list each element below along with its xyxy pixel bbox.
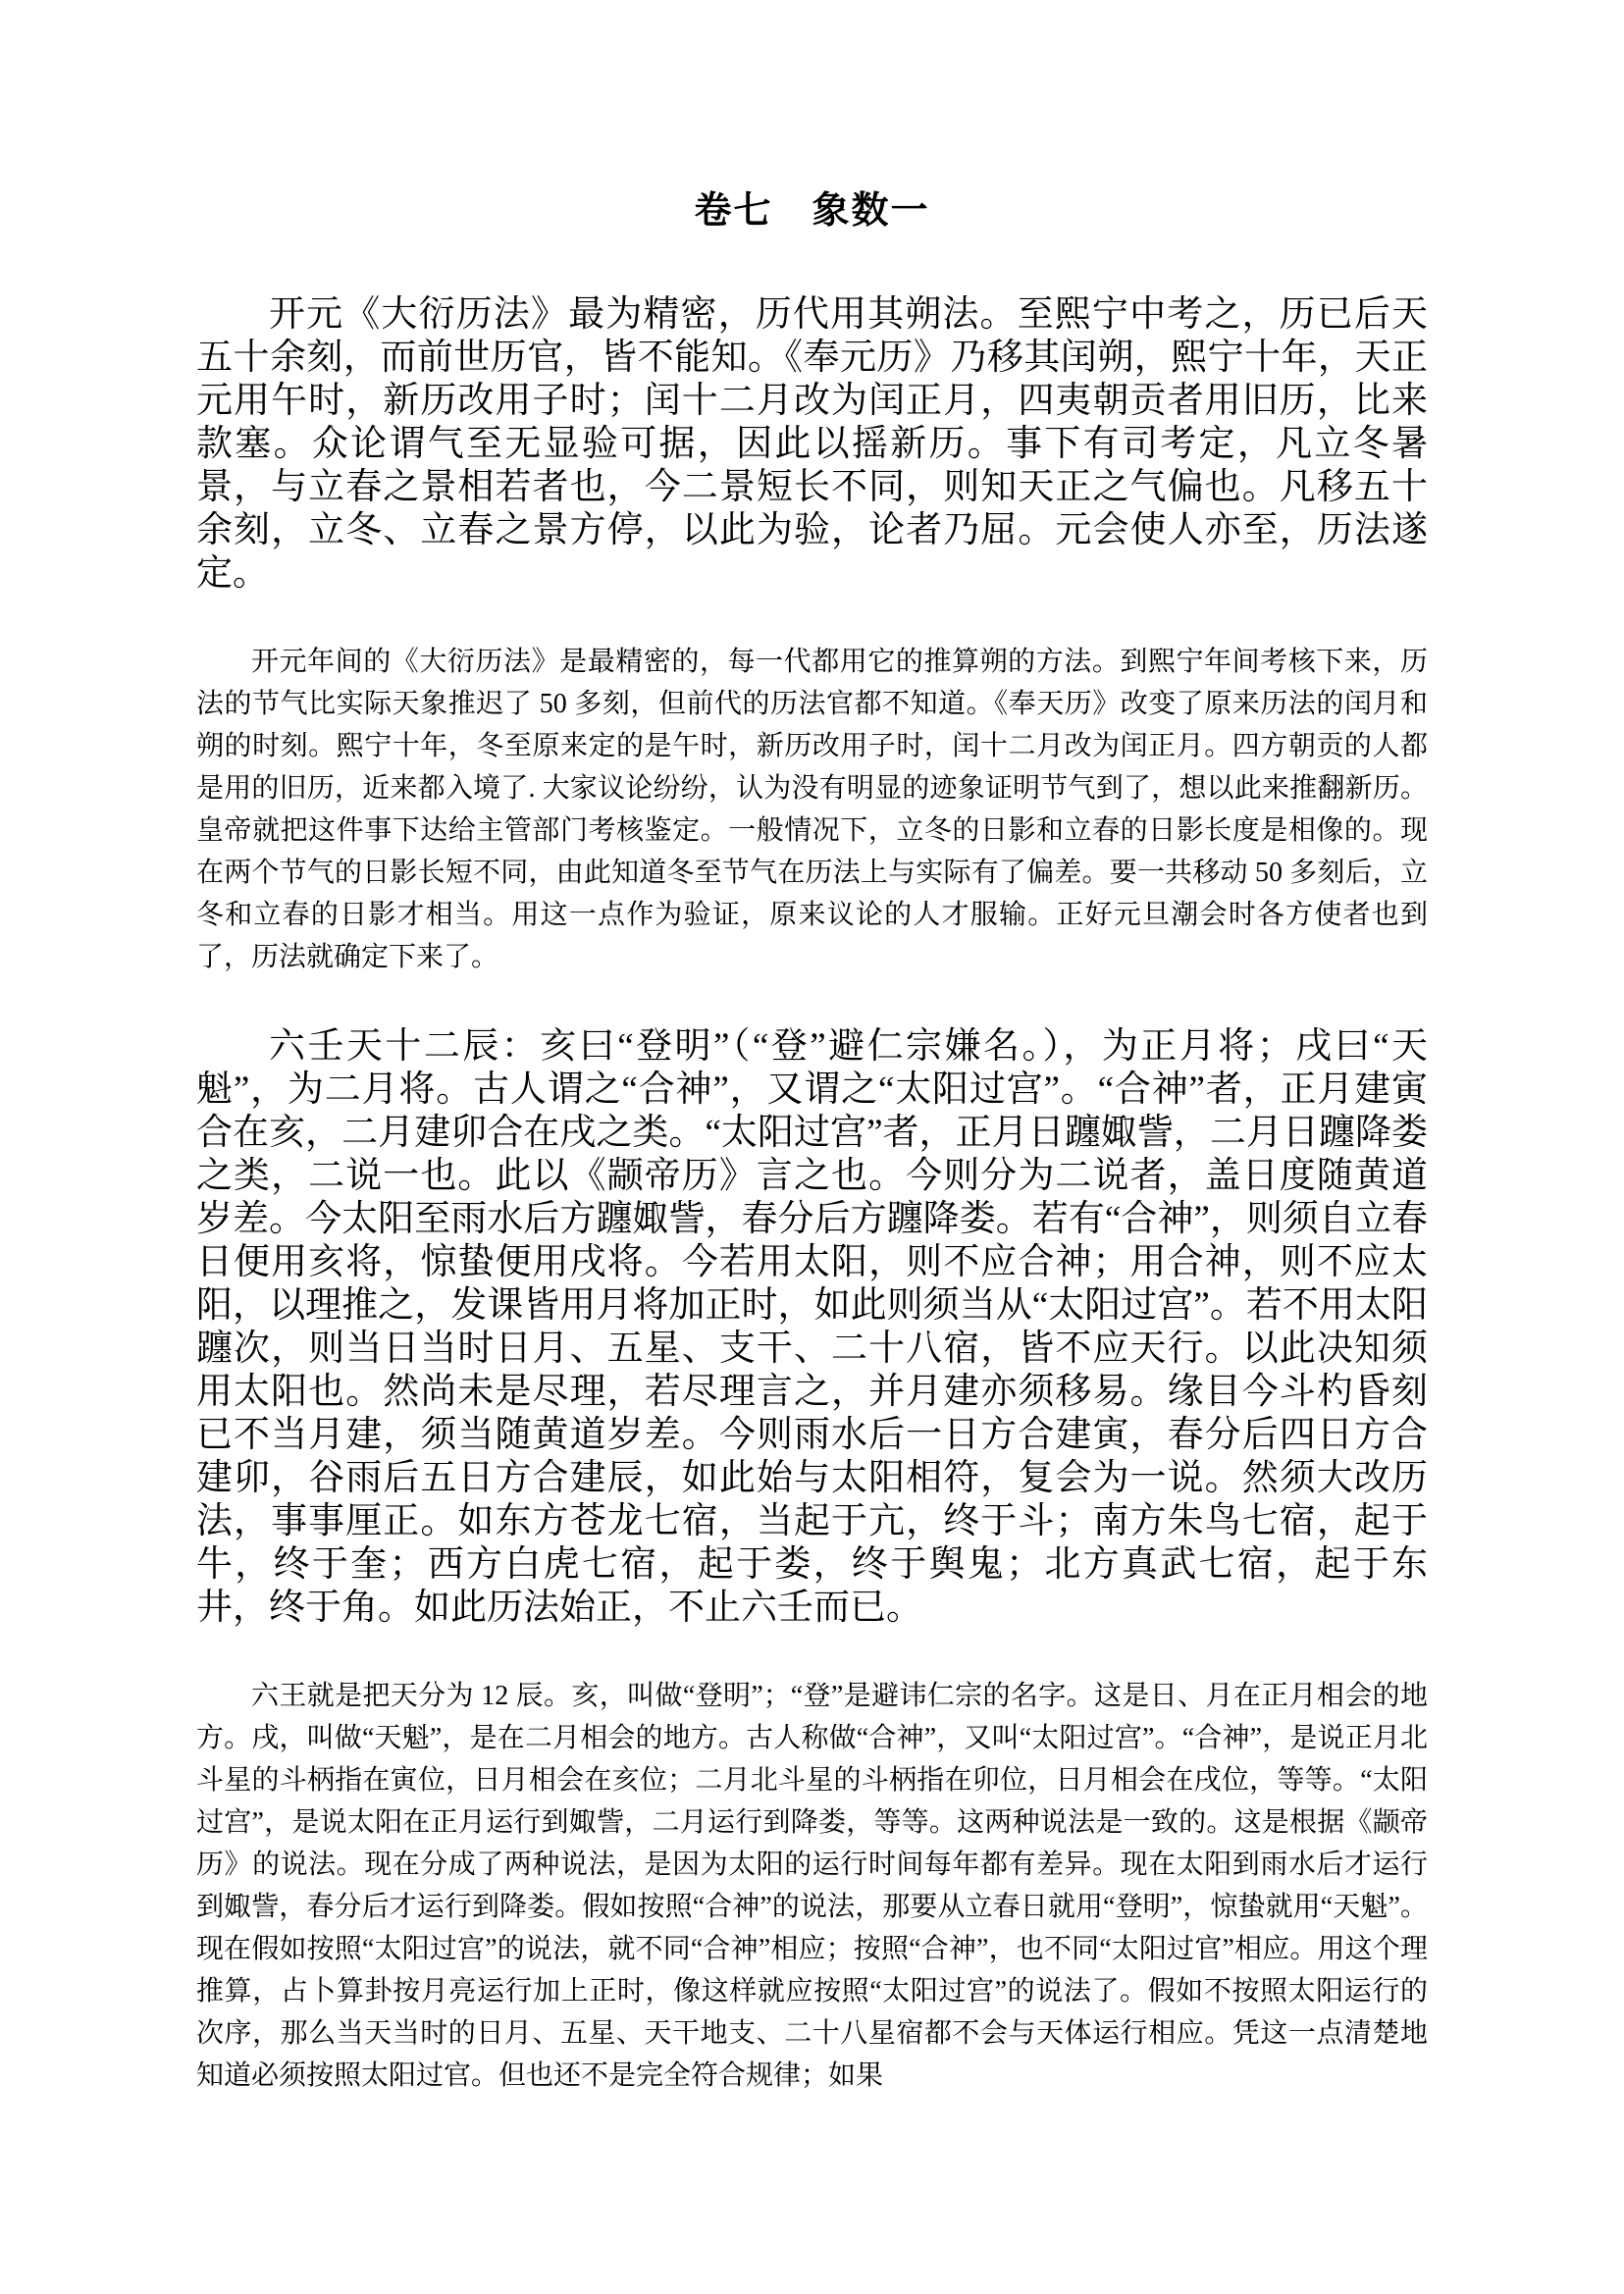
page-title: 卷七 象数一: [694, 190, 930, 232]
classical-paragraph-1: 开元《大衍历法》最为精密，历代用其朔法。至熙宁中考之，历已后天五十余刻，而前世历官，皆不能知。《奉元历》乃移其闰朔，熙宁十年，天正元用午时，新历改用子时；闰十二月改为闰正月，四夷朝贡者用旧历，比来款塞。众论谓气至无显验可据，因此以摇新历。事下有司考定，凡立冬暑景，与立春之景相若者也，今二景短长不同，则知天正之气偏也。凡移五十余刻，立冬、立春之景方停，以此为验，论者乃屈。元会使人亦至，历法遂定。: [196, 294, 1428, 594]
translation-paragraph-1: 开元年间的《大衍历法》是最精密的，每一代都用它的推算朔的方法。到熙宁年间考核下来，历法的节气比实际天象推迟了 50 多刻，但前代的历法官都不知道。《奉天历》改变了原来历法的闰月和朔的时刻。熙宁十年，冬至原来定的是午时，新历改用子时，闰十二月改为闰正月。四方朝贡的人都是用的旧历，近来都入境了. 大家议论纷纷，认为没有明显的迹象证明节气到了，想以此来推翻新历。皇帝就把这件事下达给主管部门考核鉴定。一般情况下，立冬的日影和立春的日影长度是相像的。现在两个节气的日影长短不同，由此知道冬至节气在历法上与实际有了偏差。要一共移动 50 多刻后，立冬和立春的日影才相当。用这一点作为验证，原来议论的人才服输。正好元旦潮会时各方使者也到了，历法就确定下来了。: [196, 647, 1428, 972]
translation-paragraph-2: 六王就是把天分为 12 辰。亥，叫做“登明”；“登”是避讳仁宗的名字。这是日、月在正月相会的地方。戌，叫做“天魁”，是在二月相会的地方。古人称做“合神”，又叫“太阳过宫”。“合神”，是说正月北斗星的斗柄指在寅位，日月相会在亥位；二月北斗星的斗柄指在卯位，日月相会在戌位，等等。“太阳过宫”，是说太阳在正月运行到娵訾，二月运行到降娄，等等。这两种说法是一致的。这是根据《颛帝历》的说法。现在分成了两种说法，是因为太阳的运行时间每年都有差异。现在太阳到雨水后才运行到娵訾，春分后才运行到降娄。假如按照“合神”的说法，那要从立春日就用“登明”，惊蛰就用“天魁”。现在假如按照“太阳过宫”的说法，就不同“合神”相应；按照“合神”，也不同“太阳过官”相应。用这个理推算，占卜算卦按月亮运行加上正时，像这样就应按照“太阳过宫”的说法了。假如不按照太阳运行的次序，那么当天当时的日月、五星、天干地支、二十八星宿都不会与天体运行相应。凭这一点清楚地知道必须按照太阳过官。但也还不是完全符合规律；如果: [196, 1681, 1428, 2091]
classical-paragraph-2: 六壬天十二辰：亥曰“登明”（“登”避仁宗嫌名。），为正月将；戌曰“天魁”，为二月将。古人谓之“合神”，又谓之“太阳过宫”。“合神”者，正月建寅合在亥，二月建卯合在戌之类。“太阳过宫”者，正月日躔娵訾，二月日躔降娄之类，二说一也。此以《颛帝历》言之也。今则分为二说者，盖日度随黄道岁差。今太阳至雨水后方躔娵訾，春分后方躔降娄。若有“合神”，则须自立春日便用亥将，惊蛰便用戌将。今若用太阳，则不应合神；用合神，则不应太阳，以理推之，发课皆用月将加正时，如此则须当从“太阳过宫”。若不用太阳躔次，则当日当时日月、五星、支干、二十八宿，皆不应天行。以此决知须用太阳也。然尚未是尽理，若尽理言之，并月建亦须移易。缘目今斗杓昏刻已不当月建，须当随黄道岁差。今则雨水后一日方合建寅，春分后四日方合建卯，谷雨后五日方合建辰，如此始与太阳相符，复会为一说。然须大改历法，事事厘正。如东方苍龙七宿，当起于亢，终于斗；南方朱鸟七宿，起于牛，终于奎；西方白虎七宿，起于娄，终于舆鬼；北方真武七宿，起于东井，终于角。如此历法始正，不止六壬而已。: [196, 1026, 1428, 1628]
